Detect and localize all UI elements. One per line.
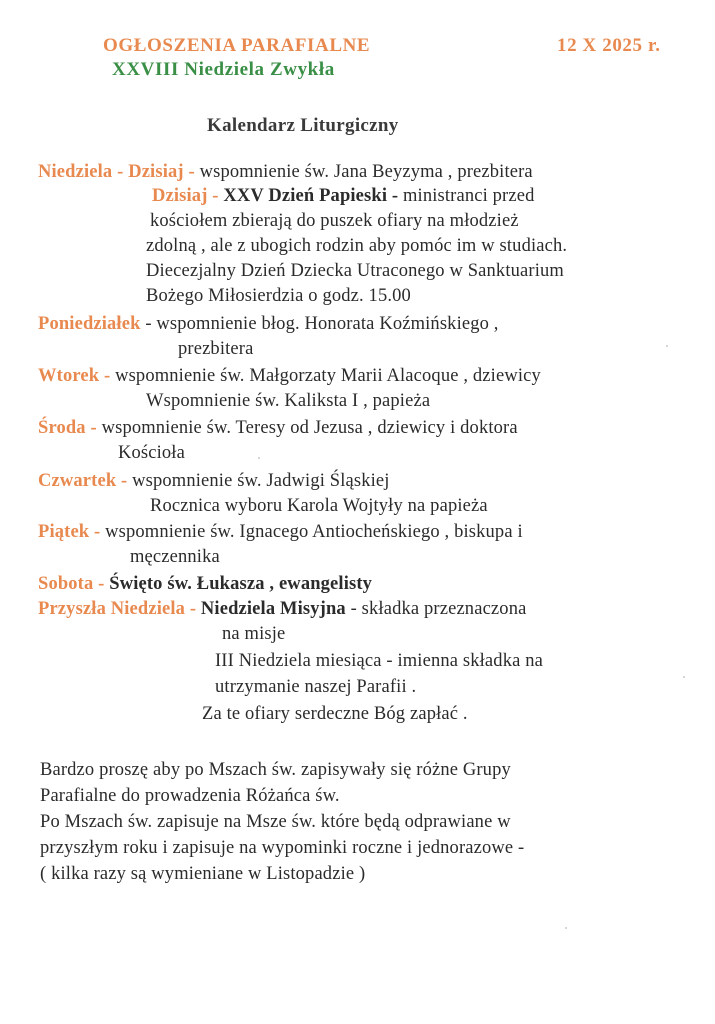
day-label-monday: Poniedziałek <box>38 314 141 334</box>
day-label-sunday: Niedziela <box>38 162 113 182</box>
thursday-line: Rocznica wyboru Karola Wojtyły na papieża <box>150 496 488 516</box>
wednesday-row <box>38 418 518 439</box>
dash: - <box>188 162 195 182</box>
day-label-thursday: Czwartek - <box>38 471 128 491</box>
papal-day-text: ministranci przed <box>403 186 535 206</box>
saturday-row <box>38 574 372 595</box>
day-label-wednesday: Środa - <box>38 418 97 438</box>
thursday-row <box>38 471 390 492</box>
sunday-line: Bożego Miłosierdzia o godz. 15.00 <box>146 286 411 306</box>
wednesday-line: Kościoła <box>118 443 185 463</box>
wednesday-memorial: wspomnienie św. Teresy od Jezusa , dziewicy i doktora <box>101 418 518 438</box>
tuesday-line: Wspomnienie św. Kaliksta I , papieża <box>146 391 431 411</box>
mission-sunday-event: Niedziela Misyjna <box>200 599 346 619</box>
friday-row <box>38 522 523 543</box>
dash: - <box>212 186 219 206</box>
notice-line: ( kilka razy są wymieniane w Listopadzie ) <box>40 864 366 884</box>
scan-speck <box>258 457 260 459</box>
scan-speck <box>666 345 668 347</box>
notice-line: przyszłym roku i zapisuje na wypominki roczne i jednorazowe - <box>40 838 525 858</box>
sunday-line: Diecezjalny Dzień Dziecka Utraconego w Sanktuarium <box>146 261 564 281</box>
dash: - <box>391 186 399 206</box>
friday-line: męczennika <box>130 547 220 567</box>
monday-line: prezbitera <box>178 339 254 359</box>
tuesday-memorial: wspomnienie św. Małgorzaty Marii Alacoque , dziewicy <box>115 366 541 386</box>
notice-line: Bardzo proszę aby po Mszach św. zapisywały się różne Grupy <box>40 760 511 780</box>
thursday-memorial: wspomnienie św. Jadwigi Śląskiej <box>132 471 390 491</box>
announcements-title: OGŁOSZENIA PARAFIALNE <box>103 35 371 56</box>
monday-memorial: - wspomnienie błog. Honorata Koźmińskiego , <box>145 314 499 334</box>
next-sunday-line: utrzymanie naszej Parafii . <box>215 677 417 697</box>
dash: - <box>117 162 124 182</box>
notice-line: Parafialne do prowadzenia Różańca św. <box>40 786 340 806</box>
next-sunday-line: III Niedziela miesiąca - imienna składka na <box>215 651 543 671</box>
sunday-row <box>38 162 533 183</box>
day-label-friday: Piątek - <box>38 522 101 542</box>
notice-line: Po Mszach św. zapisuje na Msze św. które będą odprawiane w <box>40 812 511 832</box>
papal-day-row <box>152 186 535 207</box>
monday-row <box>38 314 499 335</box>
sunday-line: zdolną , ale z ubogich rodzin aby pomóc im w studiach. <box>146 236 568 256</box>
today-label: Dzisiaj <box>128 162 184 182</box>
liturgical-sunday-subtitle: XXVIII Niedziela Zwykła <box>112 59 335 80</box>
day-label-saturday: Sobota - <box>38 574 105 594</box>
tuesday-row <box>38 366 541 387</box>
friday-memorial: wspomnienie św. Ignacego Antiocheńskiego , biskupa i <box>105 522 523 542</box>
day-label-next-sunday: Przyszła Niedziela - <box>38 599 197 619</box>
day-label-tuesday: Wtorek - <box>38 366 111 386</box>
papal-day-event: XXV Dzień Papieski <box>223 186 388 206</box>
announcement-date: 12 X 2025 r. <box>557 35 661 56</box>
scan-speck <box>683 676 685 678</box>
section-title: Kalendarz Liturgiczny <box>207 115 399 136</box>
mission-sunday-text: - składka przeznaczona <box>350 599 527 619</box>
scan-speck <box>565 927 567 929</box>
today-label: Dzisiaj <box>152 186 208 206</box>
next-sunday-line: na misje <box>222 624 286 644</box>
next-sunday-row <box>38 599 526 620</box>
sunday-memorial: wspomnienie św. Jana Beyzyma , prezbitera <box>199 162 533 182</box>
thanks-line: Za te ofiary serdeczne Bóg zapłać . <box>202 704 468 724</box>
saturday-feast: Święto św. Łukasza , ewangelisty <box>109 574 373 594</box>
sunday-line: kościołem zbierają do puszek ofiary na młodzież <box>150 211 519 231</box>
